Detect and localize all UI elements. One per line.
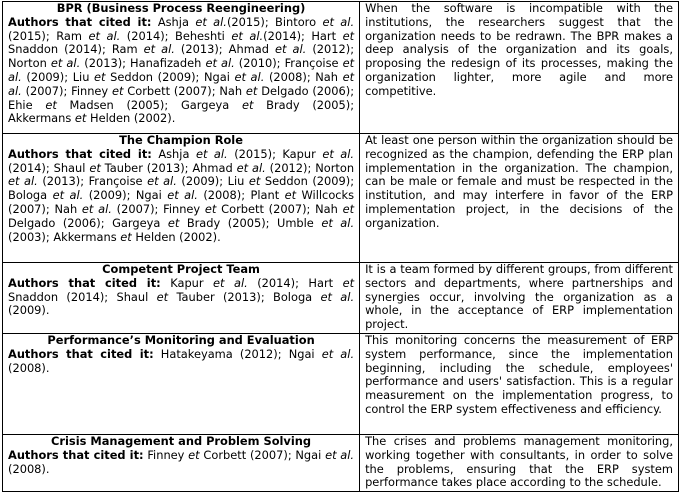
authors-label: Authors that cited it: (8, 275, 161, 290)
factor-description: It is a team formed by different groups, from different sectors and departments, where partnerships and synergies occur, involving the organization as a whole, in the acceptance of ERP implementation project. (365, 262, 673, 332)
authors-list: Hatakeyama (2012); Ngai et al. (2008). (8, 346, 355, 375)
factor-title: BPR (Business Process Reengineering) (56, 1, 306, 15)
authors-list: Kapur et al. (2014); Hart et Snaddon (2014); Shaul et Tauber (2013); Bologa et al.(2009). (8, 275, 355, 318)
factor-title: Crisis Management and Problem Solving (51, 434, 312, 448)
authors-label: Authors that cited it: (8, 14, 152, 29)
factor-cell (3, 134, 360, 263)
authors-label: Authors that cited it: (8, 447, 144, 462)
authors-text (8, 16, 354, 126)
factor-description: When the software is incompatible with the institutions, the researchers suggest that the organization needs to be redrawn. The BPR makes a deep analysis of the organization and its goals, proposing the redesign of its processes, making the organization lighter, more agile and more competitive. (365, 1, 673, 98)
factor-cell (3, 2, 360, 134)
description-cell (360, 435, 679, 492)
factor-cell (3, 435, 360, 492)
table-row (3, 263, 679, 334)
description-cell (360, 334, 679, 435)
authors-list: Ashja et al.(2015); Bintoro et al.(2015); Ram et al. (2014); Beheshti et al.(2014); Hart et Snaddon (2014); Ram et al. (2013); Ahmad et al. (2012); Norton et al. (2013); Hanafizadeh et al. (2010); Françoise et al. (2009); Liu et Seddon (2009); Ngai et al. (2008); Nah et al. (2007); Finney et Corbett (2007); Nah et Delgado (2006); Ehie et Madsen (2005); Gargeya et Brady (2005); Akkermans et Helden (2002). (8, 14, 355, 126)
table-row (3, 134, 679, 263)
authors-list: Finney et Corbett (2007); Ngai et al. (2008). (8, 447, 355, 476)
factor-description: At least one person within the organization should be recognized as the champion, defending the ERP plan implementation in the organization. The champion, can be male or female and must be respected in the institution, and may interfere in favor of the ERP implementation project, in the decisions of the organization. (365, 133, 673, 230)
factor-title: The Champion Role (119, 133, 243, 147)
authors-text (8, 277, 354, 318)
authors-label: Authors that cited it: (8, 146, 152, 161)
factor-cell (3, 263, 360, 334)
authors-text (8, 449, 354, 477)
description-cell (360, 2, 679, 134)
factor-description: The crises and problems management monitoring, working together with consultants, in order to solve the problems, ensuring that the ERP system performance takes place according to the schedule. (365, 434, 673, 490)
factor-description: This monitoring concerns the measurement of ERP system performance, since the implementation beginning, including the schedule, employees' performance and users' satisfaction. This is a regular measurement on the implementation progress, to control the ERP system effectiveness and efficiency. (365, 333, 673, 416)
authors-text (8, 148, 354, 245)
factor-title: Performance’s Monitoring and Evaluation (47, 333, 315, 347)
description-cell (360, 134, 679, 263)
authors-label: Authors that cited it: (8, 346, 154, 361)
authors-list: Ashja et al. (2015); Kapur et al. (2014); Shaul et Tauber (2013); Ahmad et al. (2012); Norton et al. (2013); Françoise et al. (2009); Liu et Seddon (2009); Bologa et al. (2009); Ngai et al. (2008); Plant et Willcocks (2007); Nah et al. (2007); Finney et Corbett (2007); Nah et Delgado (2006); Gargeya et Brady (2005); Umble et al. (2003); Akkermans et Helden (2002). (8, 146, 355, 244)
factors-table (2, 1, 679, 492)
table-row (3, 334, 679, 435)
table-row (3, 435, 679, 492)
table-row (3, 2, 679, 134)
factor-cell (3, 334, 360, 435)
factor-title: Competent Project Team (102, 262, 260, 276)
description-cell (360, 263, 679, 334)
authors-text (8, 348, 354, 376)
